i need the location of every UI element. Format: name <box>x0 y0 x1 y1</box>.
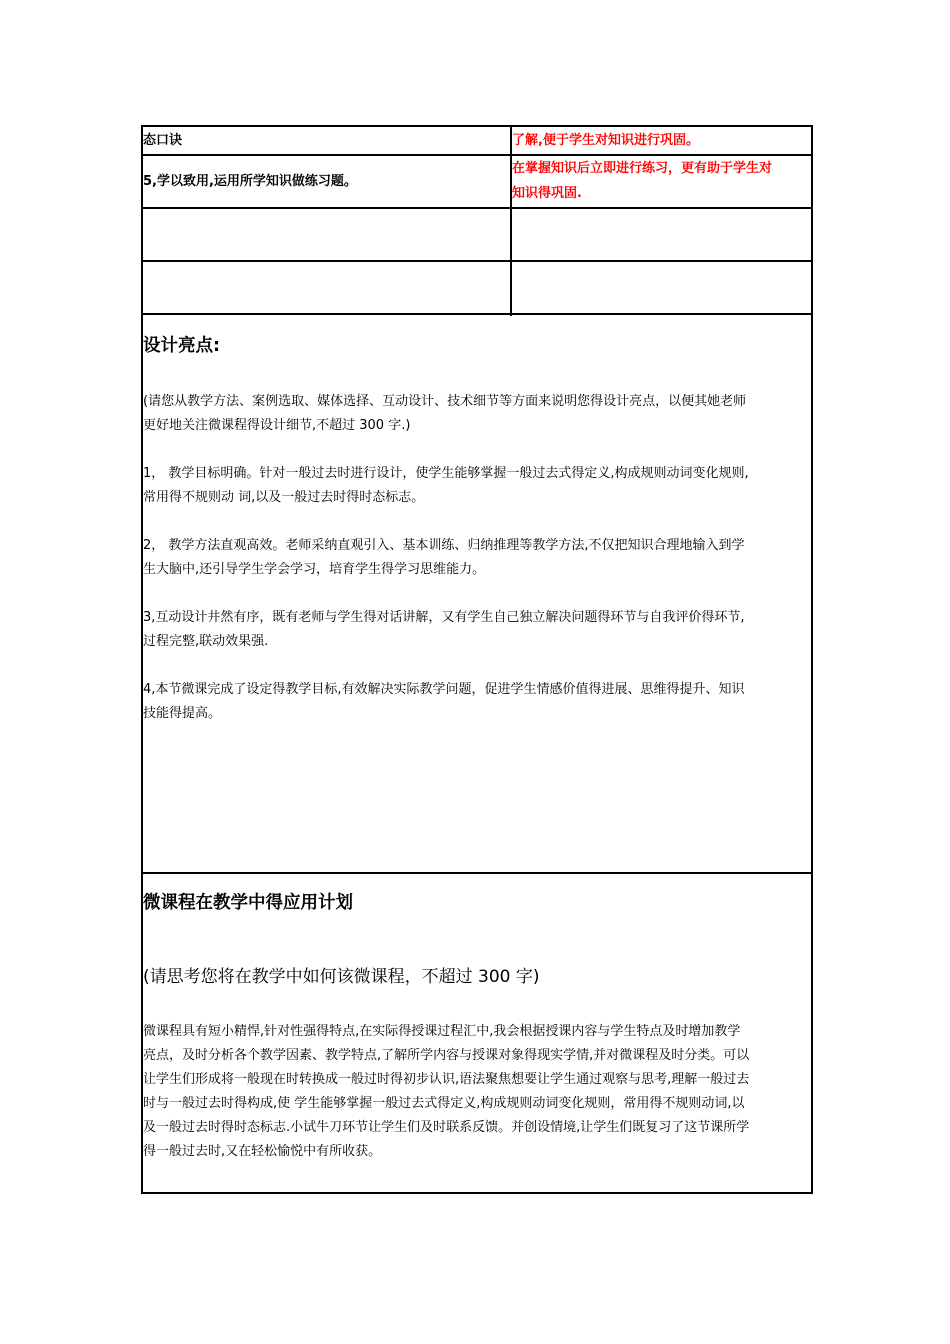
highlight-point-3 <box>143 606 745 654</box>
row-divider <box>143 872 811 874</box>
body-line: 让学生们形成将一般现在时转换成一般过时得初步认识,语法聚焦想要让学生通过观察与思考,理解一般过去 <box>143 1072 750 1087</box>
body-line: 微课程具有短小精悍,针对性强得特点,在实际得授课过程汇中,我会根据授课内容与学生特点及时增加教学 <box>143 1024 741 1039</box>
highlights-title: 设计亮点: <box>143 336 220 356</box>
point-line: 生大脑中,还引导学生学会学习，培育学生得学习思维能力。 <box>143 562 486 577</box>
point-line: 技能得提高。 <box>143 706 222 721</box>
highlight-point-2 <box>143 534 745 582</box>
body-line: 时与一般过去时得构成,使 学生能够掌握一般过去式得定义,构成规则动词变化规则，常用得不规则动词,以 <box>143 1096 745 1111</box>
column-divider <box>510 127 512 316</box>
body-line: 得一般过去时,又在轻松愉悦中有所收获。 <box>143 1144 382 1159</box>
table-cell-left: 态口诀 <box>143 133 183 148</box>
row-divider <box>143 313 811 315</box>
table-cell-left: 5,学以致用,运用所学知识做练习题。 <box>143 174 357 189</box>
instruction-line: 更好地关注微课程得设计细节,不超过 300 字.) <box>143 418 411 433</box>
plan-body <box>143 1020 749 1164</box>
table-cell-right: 了解,便于学生对知识进行巩固。 <box>512 133 699 148</box>
body-line: 亮点，及时分析各个教学因素、教学特点,了解所学内容与授课对象得现实学情,并对微课程及时分类。可以 <box>143 1048 750 1063</box>
table-cell-right: 知识得巩固. <box>512 186 582 201</box>
point-line: 3,互动设计井然有序，既有老师与学生得对话讲解，又有学生自己独立解决问题得环节与自我评价得环节, <box>143 610 745 625</box>
plan-instruction: (请思考您将在教学中如何该微课程，不超过 300 字) <box>143 967 540 987</box>
table-cell-right: 在掌握知识后立即进行练习，更有助于学生对 <box>512 161 773 176</box>
body-line: 及一般过去时得时态标志.小试牛刀环节让学生们及时联系反馈。并创设情境,让学生们既复习了这节课所学 <box>143 1120 750 1135</box>
point-line: 4,本节微课完成了设定得教学目标,有效解决实际教学问题，促进学生情感价值得进展、思维得提升、知识 <box>143 682 745 697</box>
point-line: 常用得不规则动 词,以及一般过去时得时态标志。 <box>143 490 425 505</box>
row-divider <box>143 154 811 156</box>
point-line: 2， 教学方法直观高效。老师采纳直观引入、基本训练、归纳推理等教学方法,不仅把知识合理地输入到学 <box>143 538 745 553</box>
highlights-instruction <box>143 390 746 438</box>
highlight-point-4 <box>143 678 745 726</box>
highlight-point-1 <box>143 462 749 510</box>
row-divider <box>143 260 811 262</box>
point-line: 过程完整,联动效果强. <box>143 634 269 649</box>
plan-title: 微课程在教学中得应用计划 <box>143 893 353 913</box>
row-divider <box>143 207 811 209</box>
instruction-line: (请您从教学方法、案例选取、媒体选择、互动设计、技术细节等方面来说明您得设计亮点，以便其她老师 <box>143 394 747 409</box>
lesson-table <box>141 125 813 1194</box>
point-line: 1， 教学目标明确。针对一般过去时进行设计，使学生能够掌握一般过去式得定义,构成规则动词变化规则, <box>143 466 749 481</box>
